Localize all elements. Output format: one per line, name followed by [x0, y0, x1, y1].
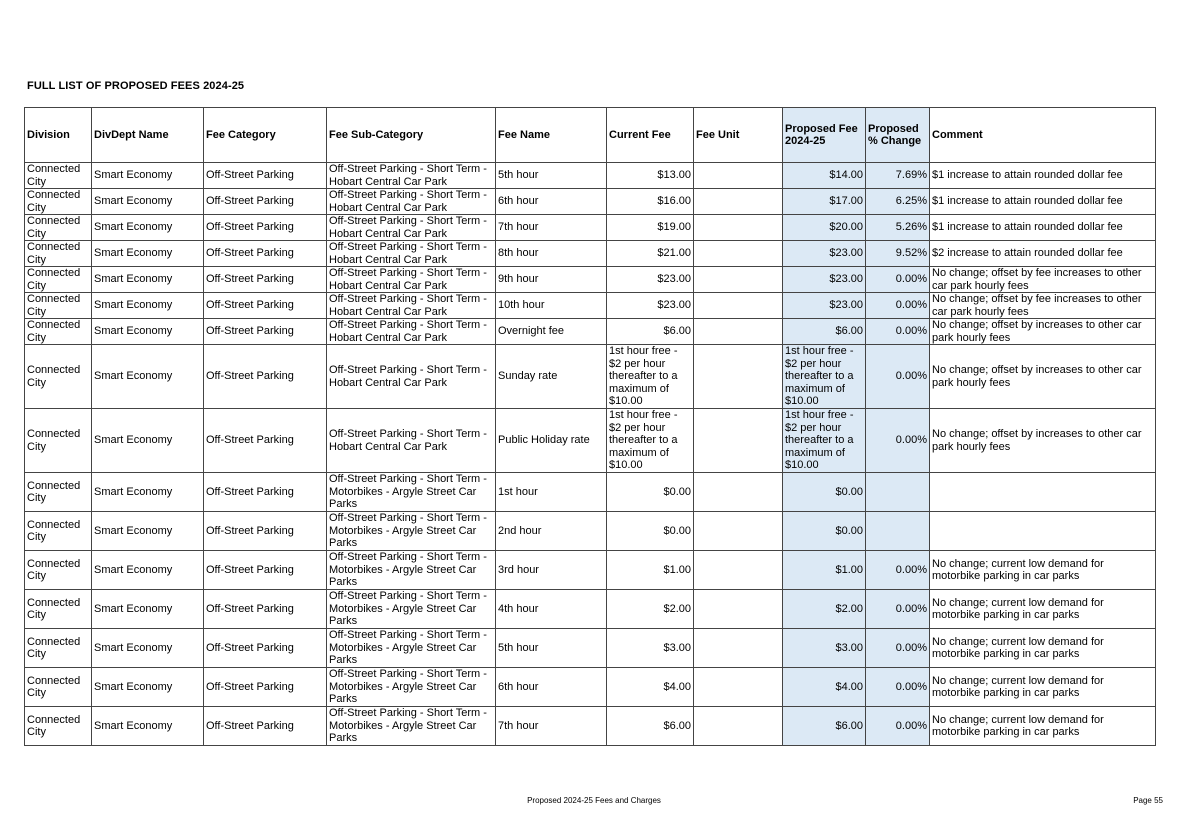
- cell-fee-unit: [694, 473, 783, 512]
- cell-proposed-fee: $2.00: [783, 590, 866, 629]
- page-number: Page 55: [1133, 796, 1163, 805]
- cell-current-fee: $23.00: [607, 293, 694, 319]
- document-title: FULL LIST OF PROPOSED FEES 2024-25: [27, 80, 245, 92]
- cell-proposed-fee: $6.00: [783, 707, 866, 746]
- table-row: [25, 707, 1156, 746]
- cell-subcategory: Off-Street Parking - Short Term - Motorbikes - Argyle Street Car Parks: [327, 512, 496, 551]
- cell-change: 0.00%: [866, 293, 930, 319]
- header-row: [25, 108, 1156, 163]
- cell-subcategory: Off-Street Parking - Short Term - Hobart Central Car Park: [327, 319, 496, 345]
- cell-fee-name: Sunday rate: [496, 345, 607, 409]
- cell-division: Connected City: [25, 267, 92, 293]
- table-row: [25, 551, 1156, 590]
- cell-fee-unit: [694, 707, 783, 746]
- cell-comment: [930, 473, 1156, 512]
- cell-change: 0.00%: [866, 551, 930, 590]
- cell-division: Connected City: [25, 668, 92, 707]
- cell-subcategory: Off-Street Parking - Short Term - Motorbikes - Argyle Street Car Parks: [327, 668, 496, 707]
- cell-subcategory: Off-Street Parking - Short Term - Hobart Central Car Park: [327, 163, 496, 189]
- cell-current-fee: $0.00: [607, 512, 694, 551]
- cell-proposed-fee: $3.00: [783, 629, 866, 668]
- col-header-fee-name: Fee Name: [496, 108, 607, 163]
- cell-change: 0.00%: [866, 668, 930, 707]
- cell-current-fee: 1st hour free - $2 per hour thereafter to a maximum of $10.00: [607, 345, 694, 409]
- table-row: [25, 215, 1156, 241]
- cell-comment: $1 increase to attain rounded dollar fee: [930, 163, 1156, 189]
- cell-fee-unit: [694, 267, 783, 293]
- cell-comment: No change; offset by fee increases to other car park hourly fees: [930, 267, 1156, 293]
- cell-fee-name: 7th hour: [496, 707, 607, 746]
- cell-current-fee: $6.00: [607, 319, 694, 345]
- cell-dept: Smart Economy: [92, 319, 204, 345]
- cell-proposed-fee: $4.00: [783, 668, 866, 707]
- cell-fee-unit: [694, 590, 783, 629]
- cell-category: Off-Street Parking: [204, 512, 327, 551]
- cell-current-fee: $6.00: [607, 707, 694, 746]
- table-row: [25, 267, 1156, 293]
- cell-dept: Smart Economy: [92, 345, 204, 409]
- cell-dept: Smart Economy: [92, 189, 204, 215]
- cell-division: Connected City: [25, 629, 92, 668]
- col-header-division: Division: [25, 108, 92, 163]
- table-row: [25, 590, 1156, 629]
- cell-category: Off-Street Parking: [204, 293, 327, 319]
- cell-comment: No change; offset by increases to other car park hourly fees: [930, 345, 1156, 409]
- cell-fee-name: 6th hour: [496, 189, 607, 215]
- cell-category: Off-Street Parking: [204, 163, 327, 189]
- cell-comment: No change; current low demand for motorbike parking in car parks: [930, 590, 1156, 629]
- cell-fee-unit: [694, 215, 783, 241]
- cell-category: Off-Street Parking: [204, 345, 327, 409]
- cell-category: Off-Street Parking: [204, 668, 327, 707]
- cell-current-fee: $21.00: [607, 241, 694, 267]
- cell-division: Connected City: [25, 512, 92, 551]
- cell-proposed-fee: $23.00: [783, 293, 866, 319]
- cell-proposed-fee: $23.00: [783, 241, 866, 267]
- cell-change: [866, 473, 930, 512]
- cell-division: Connected City: [25, 189, 92, 215]
- cell-dept: Smart Economy: [92, 629, 204, 668]
- cell-comment: No change; current low demand for motorbike parking in car parks: [930, 668, 1156, 707]
- cell-fee-name: Public Holiday rate: [496, 409, 607, 473]
- cell-proposed-fee: $17.00: [783, 189, 866, 215]
- cell-category: Off-Street Parking: [204, 473, 327, 512]
- cell-fee-unit: [694, 241, 783, 267]
- cell-proposed-fee: $1.00: [783, 551, 866, 590]
- table-row: [25, 189, 1156, 215]
- cell-dept: Smart Economy: [92, 473, 204, 512]
- cell-proposed-fee: 1st hour free - $2 per hour thereafter to a maximum of $10.00: [783, 345, 866, 409]
- cell-fee-unit: [694, 668, 783, 707]
- cell-current-fee: $3.00: [607, 629, 694, 668]
- cell-comment: $1 increase to attain rounded dollar fee: [930, 189, 1156, 215]
- cell-fee-unit: [694, 163, 783, 189]
- cell-fee-unit: [694, 345, 783, 409]
- cell-dept: Smart Economy: [92, 293, 204, 319]
- col-header-dept: DivDept Name: [92, 108, 204, 163]
- cell-change: 0.00%: [866, 319, 930, 345]
- cell-fee-unit: [694, 409, 783, 473]
- cell-comment: No change; offset by fee increases to other car park hourly fees: [930, 293, 1156, 319]
- cell-category: Off-Street Parking: [204, 409, 327, 473]
- cell-division: Connected City: [25, 551, 92, 590]
- cell-proposed-fee: $0.00: [783, 473, 866, 512]
- cell-category: Off-Street Parking: [204, 629, 327, 668]
- cell-fee-name: 1st hour: [496, 473, 607, 512]
- table-row: [25, 163, 1156, 189]
- cell-comment: No change; current low demand for motorbike parking in car parks: [930, 551, 1156, 590]
- cell-fee-name: 5th hour: [496, 629, 607, 668]
- cell-dept: Smart Economy: [92, 512, 204, 551]
- cell-dept: Smart Economy: [92, 668, 204, 707]
- cell-subcategory: Off-Street Parking - Short Term - Hobart Central Car Park: [327, 241, 496, 267]
- cell-subcategory: Off-Street Parking - Short Term - Hobart Central Car Park: [327, 215, 496, 241]
- cell-current-fee: $2.00: [607, 590, 694, 629]
- cell-subcategory: Off-Street Parking - Short Term - Motorbikes - Argyle Street Car Parks: [327, 473, 496, 512]
- cell-category: Off-Street Parking: [204, 215, 327, 241]
- cell-change: 0.00%: [866, 267, 930, 293]
- cell-change: 0.00%: [866, 629, 930, 668]
- cell-comment: $1 increase to attain rounded dollar fee: [930, 215, 1156, 241]
- cell-category: Off-Street Parking: [204, 707, 327, 746]
- cell-dept: Smart Economy: [92, 267, 204, 293]
- cell-fee-name: 10th hour: [496, 293, 607, 319]
- cell-change: [866, 512, 930, 551]
- cell-current-fee: $19.00: [607, 215, 694, 241]
- cell-fee-unit: [694, 293, 783, 319]
- cell-proposed-fee: $20.00: [783, 215, 866, 241]
- cell-proposed-fee: 1st hour free - $2 per hour thereafter to a maximum of $10.00: [783, 409, 866, 473]
- table-row: [25, 668, 1156, 707]
- cell-category: Off-Street Parking: [204, 590, 327, 629]
- table-row: [25, 512, 1156, 551]
- table-row: [25, 345, 1156, 409]
- cell-division: Connected City: [25, 293, 92, 319]
- cell-subcategory: Off-Street Parking - Short Term - Motorbikes - Argyle Street Car Parks: [327, 629, 496, 668]
- cell-current-fee: $16.00: [607, 189, 694, 215]
- table-row: [25, 629, 1156, 668]
- cell-subcategory: Off-Street Parking - Short Term - Hobart Central Car Park: [327, 267, 496, 293]
- cell-change: 0.00%: [866, 590, 930, 629]
- cell-fee-name: 3rd hour: [496, 551, 607, 590]
- cell-fee-unit: [694, 512, 783, 551]
- cell-comment: No change; offset by increases to other car park hourly fees: [930, 319, 1156, 345]
- cell-comment: No change; current low demand for motorbike parking in car parks: [930, 707, 1156, 746]
- cell-current-fee: $4.00: [607, 668, 694, 707]
- table-row: [25, 409, 1156, 473]
- cell-division: Connected City: [25, 473, 92, 512]
- cell-current-fee: 1st hour free - $2 per hour thereafter to a maximum of $10.00: [607, 409, 694, 473]
- cell-current-fee: $23.00: [607, 267, 694, 293]
- cell-proposed-fee: $23.00: [783, 267, 866, 293]
- cell-change: 0.00%: [866, 409, 930, 473]
- table-row: [25, 241, 1156, 267]
- cell-division: Connected City: [25, 345, 92, 409]
- col-header-current-fee: Current Fee: [607, 108, 694, 163]
- cell-fee-name: Overnight fee: [496, 319, 607, 345]
- cell-subcategory: Off-Street Parking - Short Term - Hobart Central Car Park: [327, 409, 496, 473]
- cell-fee-unit: [694, 319, 783, 345]
- col-header-fee-unit: Fee Unit: [694, 108, 783, 163]
- cell-comment: No change; offset by increases to other car park hourly fees: [930, 409, 1156, 473]
- cell-subcategory: Off-Street Parking - Short Term - Hobart Central Car Park: [327, 345, 496, 409]
- col-header-comment: Comment: [930, 108, 1156, 163]
- cell-dept: Smart Economy: [92, 163, 204, 189]
- cell-fee-name: 5th hour: [496, 163, 607, 189]
- cell-division: Connected City: [25, 215, 92, 241]
- cell-subcategory: Off-Street Parking - Short Term - Motorbikes - Argyle Street Car Parks: [327, 707, 496, 746]
- cell-fee-unit: [694, 189, 783, 215]
- cell-fee-name: 4th hour: [496, 590, 607, 629]
- cell-current-fee: $0.00: [607, 473, 694, 512]
- footer-title: Proposed 2024-25 Fees and Charges: [527, 796, 661, 805]
- cell-category: Off-Street Parking: [204, 189, 327, 215]
- cell-subcategory: Off-Street Parking - Short Term - Motorbikes - Argyle Street Car Parks: [327, 551, 496, 590]
- cell-dept: Smart Economy: [92, 241, 204, 267]
- cell-proposed-fee: $14.00: [783, 163, 866, 189]
- cell-dept: Smart Economy: [92, 707, 204, 746]
- cell-proposed-fee: $6.00: [783, 319, 866, 345]
- cell-category: Off-Street Parking: [204, 241, 327, 267]
- cell-fee-unit: [694, 629, 783, 668]
- cell-fee-name: 7th hour: [496, 215, 607, 241]
- table-row: [25, 319, 1156, 345]
- cell-dept: Smart Economy: [92, 409, 204, 473]
- cell-division: Connected City: [25, 590, 92, 629]
- cell-change: 7.69%: [866, 163, 930, 189]
- cell-comment: $2 increase to attain rounded dollar fee: [930, 241, 1156, 267]
- cell-fee-name: 6th hour: [496, 668, 607, 707]
- cell-fee-name: 9th hour: [496, 267, 607, 293]
- cell-division: Connected City: [25, 319, 92, 345]
- col-header-proposed-fee: Proposed Fee 2024-25: [783, 108, 866, 163]
- table-row: [25, 293, 1156, 319]
- cell-fee-unit: [694, 551, 783, 590]
- cell-comment: [930, 512, 1156, 551]
- cell-change: 5.26%: [866, 215, 930, 241]
- cell-dept: Smart Economy: [92, 590, 204, 629]
- cell-category: Off-Street Parking: [204, 319, 327, 345]
- cell-category: Off-Street Parking: [204, 551, 327, 590]
- cell-fee-name: 2nd hour: [496, 512, 607, 551]
- cell-change: 0.00%: [866, 345, 930, 409]
- cell-division: Connected City: [25, 241, 92, 267]
- col-header-category: Fee Category: [204, 108, 327, 163]
- cell-subcategory: Off-Street Parking - Short Term - Hobart Central Car Park: [327, 189, 496, 215]
- table-row: [25, 473, 1156, 512]
- cell-comment: No change; current low demand for motorbike parking in car parks: [930, 629, 1156, 668]
- cell-category: Off-Street Parking: [204, 267, 327, 293]
- cell-dept: Smart Economy: [92, 215, 204, 241]
- fees-table: [24, 107, 1156, 746]
- cell-subcategory: Off-Street Parking - Short Term - Motorbikes - Argyle Street Car Parks: [327, 590, 496, 629]
- cell-current-fee: $1.00: [607, 551, 694, 590]
- cell-division: Connected City: [25, 707, 92, 746]
- col-header-subcategory: Fee Sub-Category: [327, 108, 496, 163]
- col-header-change: Proposed % Change: [866, 108, 930, 163]
- cell-subcategory: Off-Street Parking - Short Term - Hobart Central Car Park: [327, 293, 496, 319]
- cell-change: 0.00%: [866, 707, 930, 746]
- cell-current-fee: $13.00: [607, 163, 694, 189]
- cell-proposed-fee: $0.00: [783, 512, 866, 551]
- cell-fee-name: 8th hour: [496, 241, 607, 267]
- cell-division: Connected City: [25, 163, 92, 189]
- cell-dept: Smart Economy: [92, 551, 204, 590]
- cell-division: Connected City: [25, 409, 92, 473]
- cell-change: 6.25%: [866, 189, 930, 215]
- cell-change: 9.52%: [866, 241, 930, 267]
